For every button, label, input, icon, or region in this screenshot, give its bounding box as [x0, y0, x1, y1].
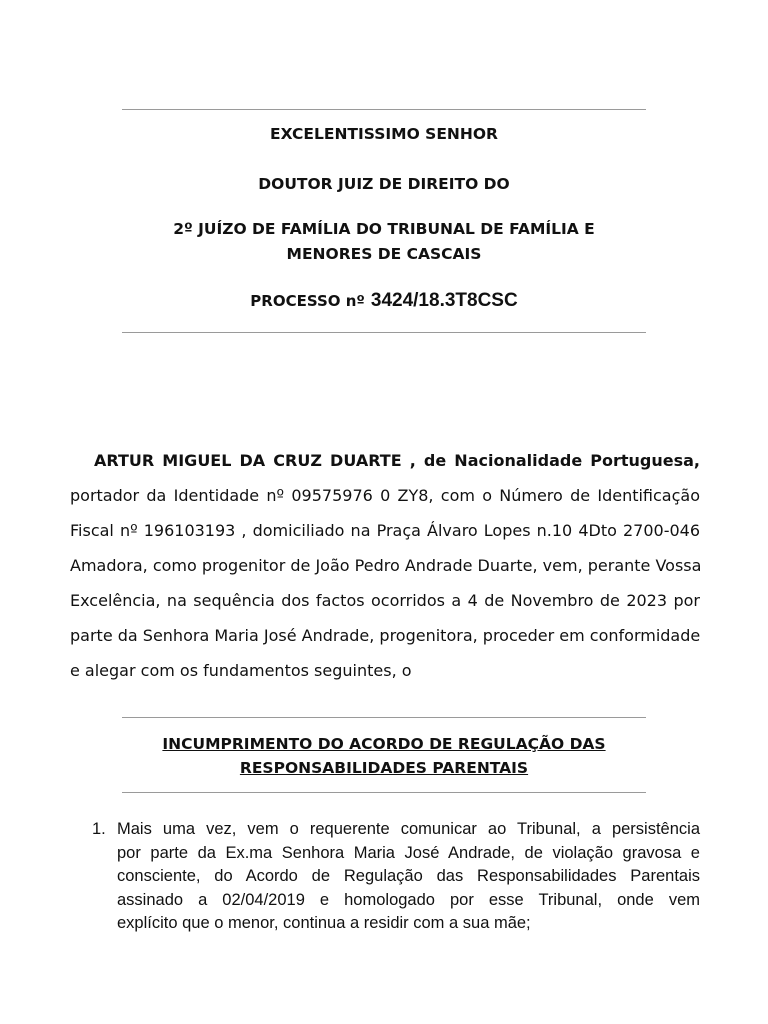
header-line-3b: MENORES DE CASCAIS [286, 245, 482, 263]
intro-line: Amadora, como progenitor de João Pedro Andrade Duarte, vem, perante Vossa [70, 556, 702, 575]
top-divider [122, 109, 646, 110]
list-item-line: Mais uma vez, vem o requerente comunicar ao Tribunal, a persistência [117, 820, 700, 838]
process-label: PROCESSO nº [250, 292, 365, 310]
intro-line: e alegar com os fundamentos seguintes, o [70, 661, 412, 680]
intro-line: ARTUR MIGUEL DA CRUZ DUARTE , de Nacionalidade Portuguesa, [94, 451, 700, 470]
header-line-2: DOUTOR JUIZ DE DIREITO DO [258, 175, 510, 193]
intro-paragraph [70, 443, 700, 688]
intro-line: Fiscal nº 196103193 , domiciliado na Praça Álvaro Lopes n.10 4Dto 2700-046 [70, 521, 700, 540]
list-marker: 1. [92, 820, 106, 838]
intro-line: Excelência, na sequência dos factos ocorridos a 4 de Novembro de 2023 por [70, 591, 700, 610]
header-line-1: EXCELENTISSIMO SENHOR [270, 125, 498, 143]
list-item-line: assinado a 02/04/2019 e homologado por esse Tribunal, onde vem [117, 890, 700, 909]
list-item-line: explícito que o menor, continua a residir com a sua mãe; [117, 914, 531, 932]
process-number: 3424/18.3T8CSC [370, 290, 518, 311]
section-title-line-1: INCUMPRIMENTO DO ACORDO DE REGULAÇÃO DAS [162, 735, 606, 753]
process-reference [0, 290, 768, 312]
header-line-3a: 2º JUÍZO DE FAMÍLIA DO TRIBUNAL DE FAMÍLIA E [173, 220, 595, 238]
section-top-divider [122, 717, 646, 718]
list-item-line: por parte da Ex.ma Senhora Maria José Andrade, de violação gravosa e [117, 843, 700, 862]
list-item-line: consciente, do Acordo de Regulação das Responsabilidades Parentais [117, 867, 700, 885]
intro-line: portador da Identidade nº 09575976 0 ZY8, com o Número de Identificação [70, 486, 700, 505]
intro-line: parte da Senhora Maria José Andrade, progenitora, proceder em conformidade [70, 626, 701, 645]
section-bottom-divider [122, 792, 646, 793]
header-bottom-divider [122, 332, 646, 333]
section-title-line-2: RESPONSABILIDADES PARENTAIS [239, 759, 529, 777]
